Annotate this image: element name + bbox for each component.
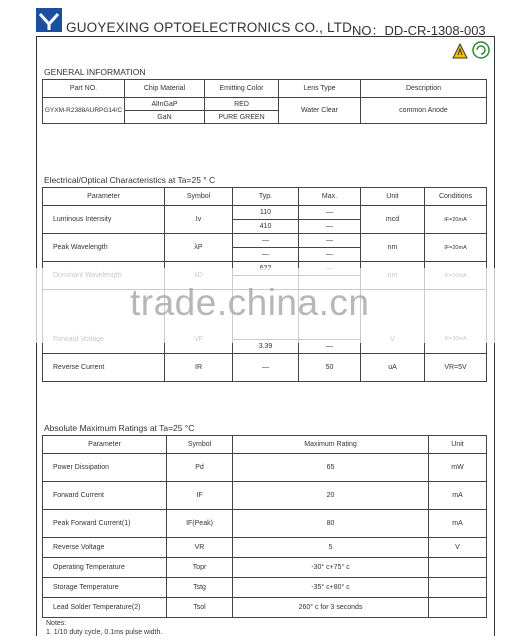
symbol: λP	[165, 234, 233, 262]
condition: IF=20mA	[425, 234, 487, 262]
max-value: —	[299, 234, 361, 248]
notes-title: Notes:	[46, 620, 67, 627]
col-header: Part NO.	[43, 80, 125, 98]
chip-material: GaN	[125, 111, 205, 124]
unit	[429, 578, 487, 598]
rating: 20	[233, 482, 429, 510]
condition: VR=5V	[425, 354, 487, 382]
col-header: Symbol	[167, 436, 233, 454]
unit: mA	[429, 482, 487, 510]
emitting-color: RED	[205, 98, 279, 111]
unit: uA	[361, 354, 425, 382]
max-value: 50	[299, 354, 361, 382]
symbol: Topr	[167, 558, 233, 578]
col-header: Parameter	[43, 436, 167, 454]
unit: mW	[429, 454, 487, 482]
symbol: Iv	[165, 206, 233, 234]
table-row-param: Luminous Intensity	[43, 206, 165, 234]
col-header: Description	[361, 80, 487, 98]
condition: IF=20mA	[425, 206, 487, 234]
typ-value: 410	[233, 220, 299, 234]
esd-warning-icon	[452, 43, 468, 59]
table-row-param: Peak Wavelength	[43, 234, 165, 262]
rating: -35° c+80° c	[233, 578, 429, 598]
rating: 80	[233, 510, 429, 538]
company-name: GUOYEXING OPTOELECTRONICS CO., LTD.	[66, 20, 357, 35]
absolute-ratings-title: Absolute Maximum Ratings at Ta=25 °C	[44, 423, 195, 433]
max-value: —	[299, 248, 361, 262]
rating: -30° c+75° c	[233, 558, 429, 578]
col-header: Maximum Rating	[233, 436, 429, 454]
col-header: Emitting Color	[205, 80, 279, 98]
unit: mA	[429, 510, 487, 538]
watermark-text: trade.china.cn	[130, 282, 370, 323]
symbol: IR	[165, 354, 233, 382]
rohs-icon	[472, 41, 490, 59]
rating: 260° c for 3 seconds	[233, 598, 429, 618]
description: common Anode	[361, 98, 487, 124]
general-info-table	[42, 79, 487, 124]
lens-type: Water Clear	[279, 98, 361, 124]
general-info-title: GENERAL INFORMATION	[44, 67, 146, 77]
table-row-param: Lead Solder Temperature(2)	[43, 598, 167, 618]
table-row-param: Reverse Current	[43, 354, 165, 382]
document-header	[36, 8, 496, 36]
col-header: Parameter	[43, 188, 165, 206]
symbol: Pd	[167, 454, 233, 482]
certification-icons	[452, 40, 492, 62]
table-row-param: Reverse Voltage	[43, 538, 167, 558]
table-row-param: Forward Current	[43, 482, 167, 510]
typ-value: —	[233, 248, 299, 262]
typ-value: 3.39	[233, 340, 299, 354]
absolute-ratings-table	[42, 435, 487, 618]
col-header: Unit	[361, 188, 425, 206]
col-header: Symbol	[165, 188, 233, 206]
col-header: Chip Material	[125, 80, 205, 98]
table-row-param: Power Dissipation	[43, 454, 167, 482]
symbol: IF(Peak)	[167, 510, 233, 538]
unit: mcd	[361, 206, 425, 234]
table-row-param: Storage Temperature	[43, 578, 167, 598]
part-number: GYXM-R2388AURPG14/C	[43, 98, 125, 124]
document-number: NO：DD-CR-1308-003	[352, 23, 486, 38]
table-row-param: Operating Temperature	[43, 558, 167, 578]
typ-value: —	[233, 234, 299, 248]
symbol: IF	[167, 482, 233, 510]
chip-material: AlInGaP	[125, 98, 205, 111]
typ-value: —	[233, 354, 299, 382]
emitting-color: PURE GREEN	[205, 111, 279, 124]
col-header: Unit	[429, 436, 487, 454]
symbol: VR	[167, 538, 233, 558]
symbol: Tstg	[167, 578, 233, 598]
rating: 65	[233, 454, 429, 482]
rating: 5	[233, 538, 429, 558]
unit: V	[429, 538, 487, 558]
electrical-title: Electrical/Optical Characteristics at Ta=25 ° C	[44, 175, 216, 185]
company-logo-icon	[36, 8, 62, 32]
max-value: —	[299, 206, 361, 220]
symbol: Tsol	[167, 598, 233, 618]
col-header: Typ.	[233, 188, 299, 206]
max-value: —	[299, 340, 361, 354]
unit: nm	[361, 234, 425, 262]
table-row-param: Peak Forward Current(1)	[43, 510, 167, 538]
notes-section	[46, 619, 162, 637]
unit	[429, 558, 487, 578]
col-header: Max.	[299, 188, 361, 206]
col-header: Conditions	[425, 188, 487, 206]
typ-value: 110	[233, 206, 299, 220]
col-header: Lens Type	[279, 80, 361, 98]
max-value: —	[299, 220, 361, 234]
unit	[429, 598, 487, 618]
note-item: 1. 1/10 duty cycle, 0.1ms pulse width.	[46, 629, 163, 636]
watermark-band	[0, 268, 531, 343]
